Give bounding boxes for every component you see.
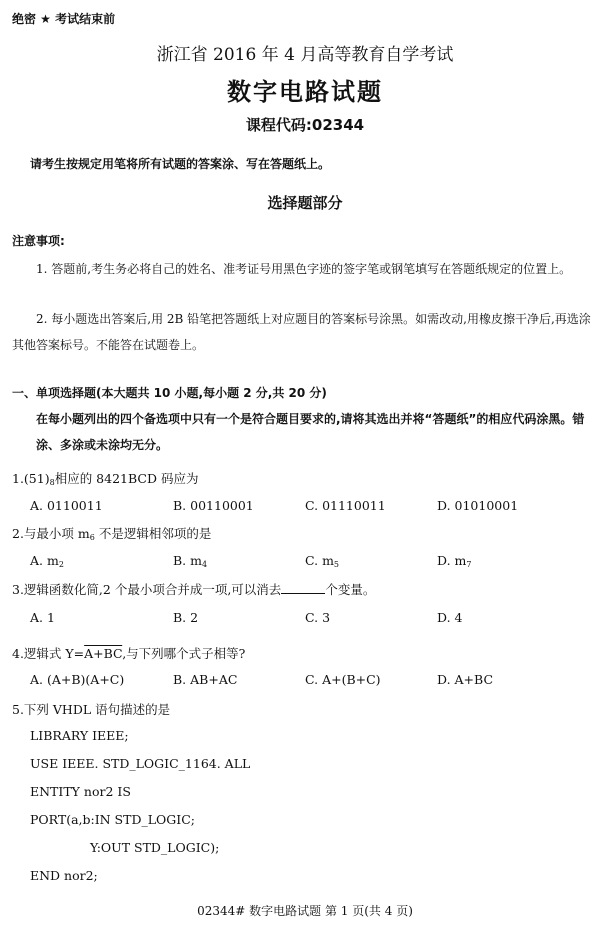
section-title: 选择题部分 bbox=[267, 194, 343, 212]
q4-option-b: B. AB+AC bbox=[173, 672, 238, 687]
q2-option-a: A. $m_2$ bbox=[30, 553, 64, 569]
overlined-expression: A+BC bbox=[84, 646, 123, 661]
q2-option-c: C. $m_5$ bbox=[305, 553, 340, 569]
code-line-3: ENTITY nor2 IS bbox=[30, 784, 131, 799]
notes-heading: 注意事项: bbox=[12, 234, 65, 248]
question-3-stem: 3.逻辑函数化简,2 个最小项合并成一项,可以消去 个变量。 bbox=[12, 582, 376, 597]
q1-option-c: C. 01110011 bbox=[305, 498, 386, 513]
confidential-label: 绝密 ★ 考试结束前 bbox=[12, 12, 116, 26]
part-heading: 一、单项选择题(本大题共 10 小题,每小题 2 分,共 20 分) bbox=[12, 386, 327, 400]
code-line-6: END nor2; bbox=[30, 868, 98, 883]
note-item-1: 1. 答题前,考生务必将自己的姓名、准考证号用黑色字迹的签字笔或钢笔填写在答题纸规定的位置上。 bbox=[36, 262, 572, 276]
q4-option-c: C. A+(B+C) bbox=[305, 672, 381, 687]
code-line-2: USE IEEE. STD_LOGIC_1164. ALL bbox=[30, 756, 251, 771]
part-instruction: 在每小题列出的四个备选项中只有一个是符合题目要求的,请将其选出并将“答题纸”的相应代码涂黑。错涂、多涂或未涂均无分。 bbox=[36, 412, 585, 452]
course-code: 课程代码:02344 bbox=[245, 116, 365, 134]
q1-option-b: B. 00110001 bbox=[173, 498, 254, 513]
question-5-stem: 5.下列 VHDL 语句描述的是 bbox=[12, 702, 171, 717]
q4-option-a: A. (A+B)(A+C) bbox=[30, 672, 125, 687]
q2-option-d: D. $m_7$ bbox=[437, 553, 472, 569]
q1-option-a: A. 0110011 bbox=[30, 498, 103, 513]
exam-title: 浙江省 2016 年 4 月高等教育自学考试 bbox=[156, 45, 454, 65]
code-line-4: PORT(a,b:IN STD_LOGIC; bbox=[30, 812, 195, 827]
q2-option-b: B. $m_4$ bbox=[173, 553, 208, 569]
code-line-5: Y:OUT STD_LOGIC); bbox=[90, 840, 220, 855]
answer-blank bbox=[281, 581, 325, 594]
paper-title: 数字电路试题 bbox=[227, 78, 383, 106]
answer-instruction: 请考生按规定用笔将所有试题的答案涂、写在答题纸上。 bbox=[30, 157, 331, 171]
q4-option-d: D. A+BC bbox=[437, 672, 494, 687]
q1-option-d: D. 01010001 bbox=[437, 498, 519, 513]
question-2-stem: 2.与最小项 $m_6$ 不是逻辑相邻项的是 bbox=[12, 526, 212, 542]
question-4-stem: 4.逻辑式 Y=A+BC,与下列哪个式子相等? bbox=[12, 646, 246, 661]
q3-option-b: B. 2 bbox=[173, 610, 199, 625]
question-1-stem: $1.(51)_8$相应的 8421BCD 码应为 bbox=[12, 471, 199, 487]
q3-option-d: D. 4 bbox=[437, 610, 463, 625]
code-line-1: LIBRARY IEEE; bbox=[30, 728, 129, 743]
note-item-2: 2. 每小题选出答案后,用 2B 铅笔把答题纸上对应题目的答案标号涂黑。如需改动,用橡皮擦干净后,再选涂其他答案标号。不能答在试题卷上。 bbox=[12, 312, 591, 352]
page-footer: 02344# 数字电路试题 第 1 页(共 4 页) bbox=[197, 904, 413, 918]
q3-option-a: A. 1 bbox=[30, 610, 55, 625]
q3-option-c: C. 3 bbox=[305, 610, 331, 625]
